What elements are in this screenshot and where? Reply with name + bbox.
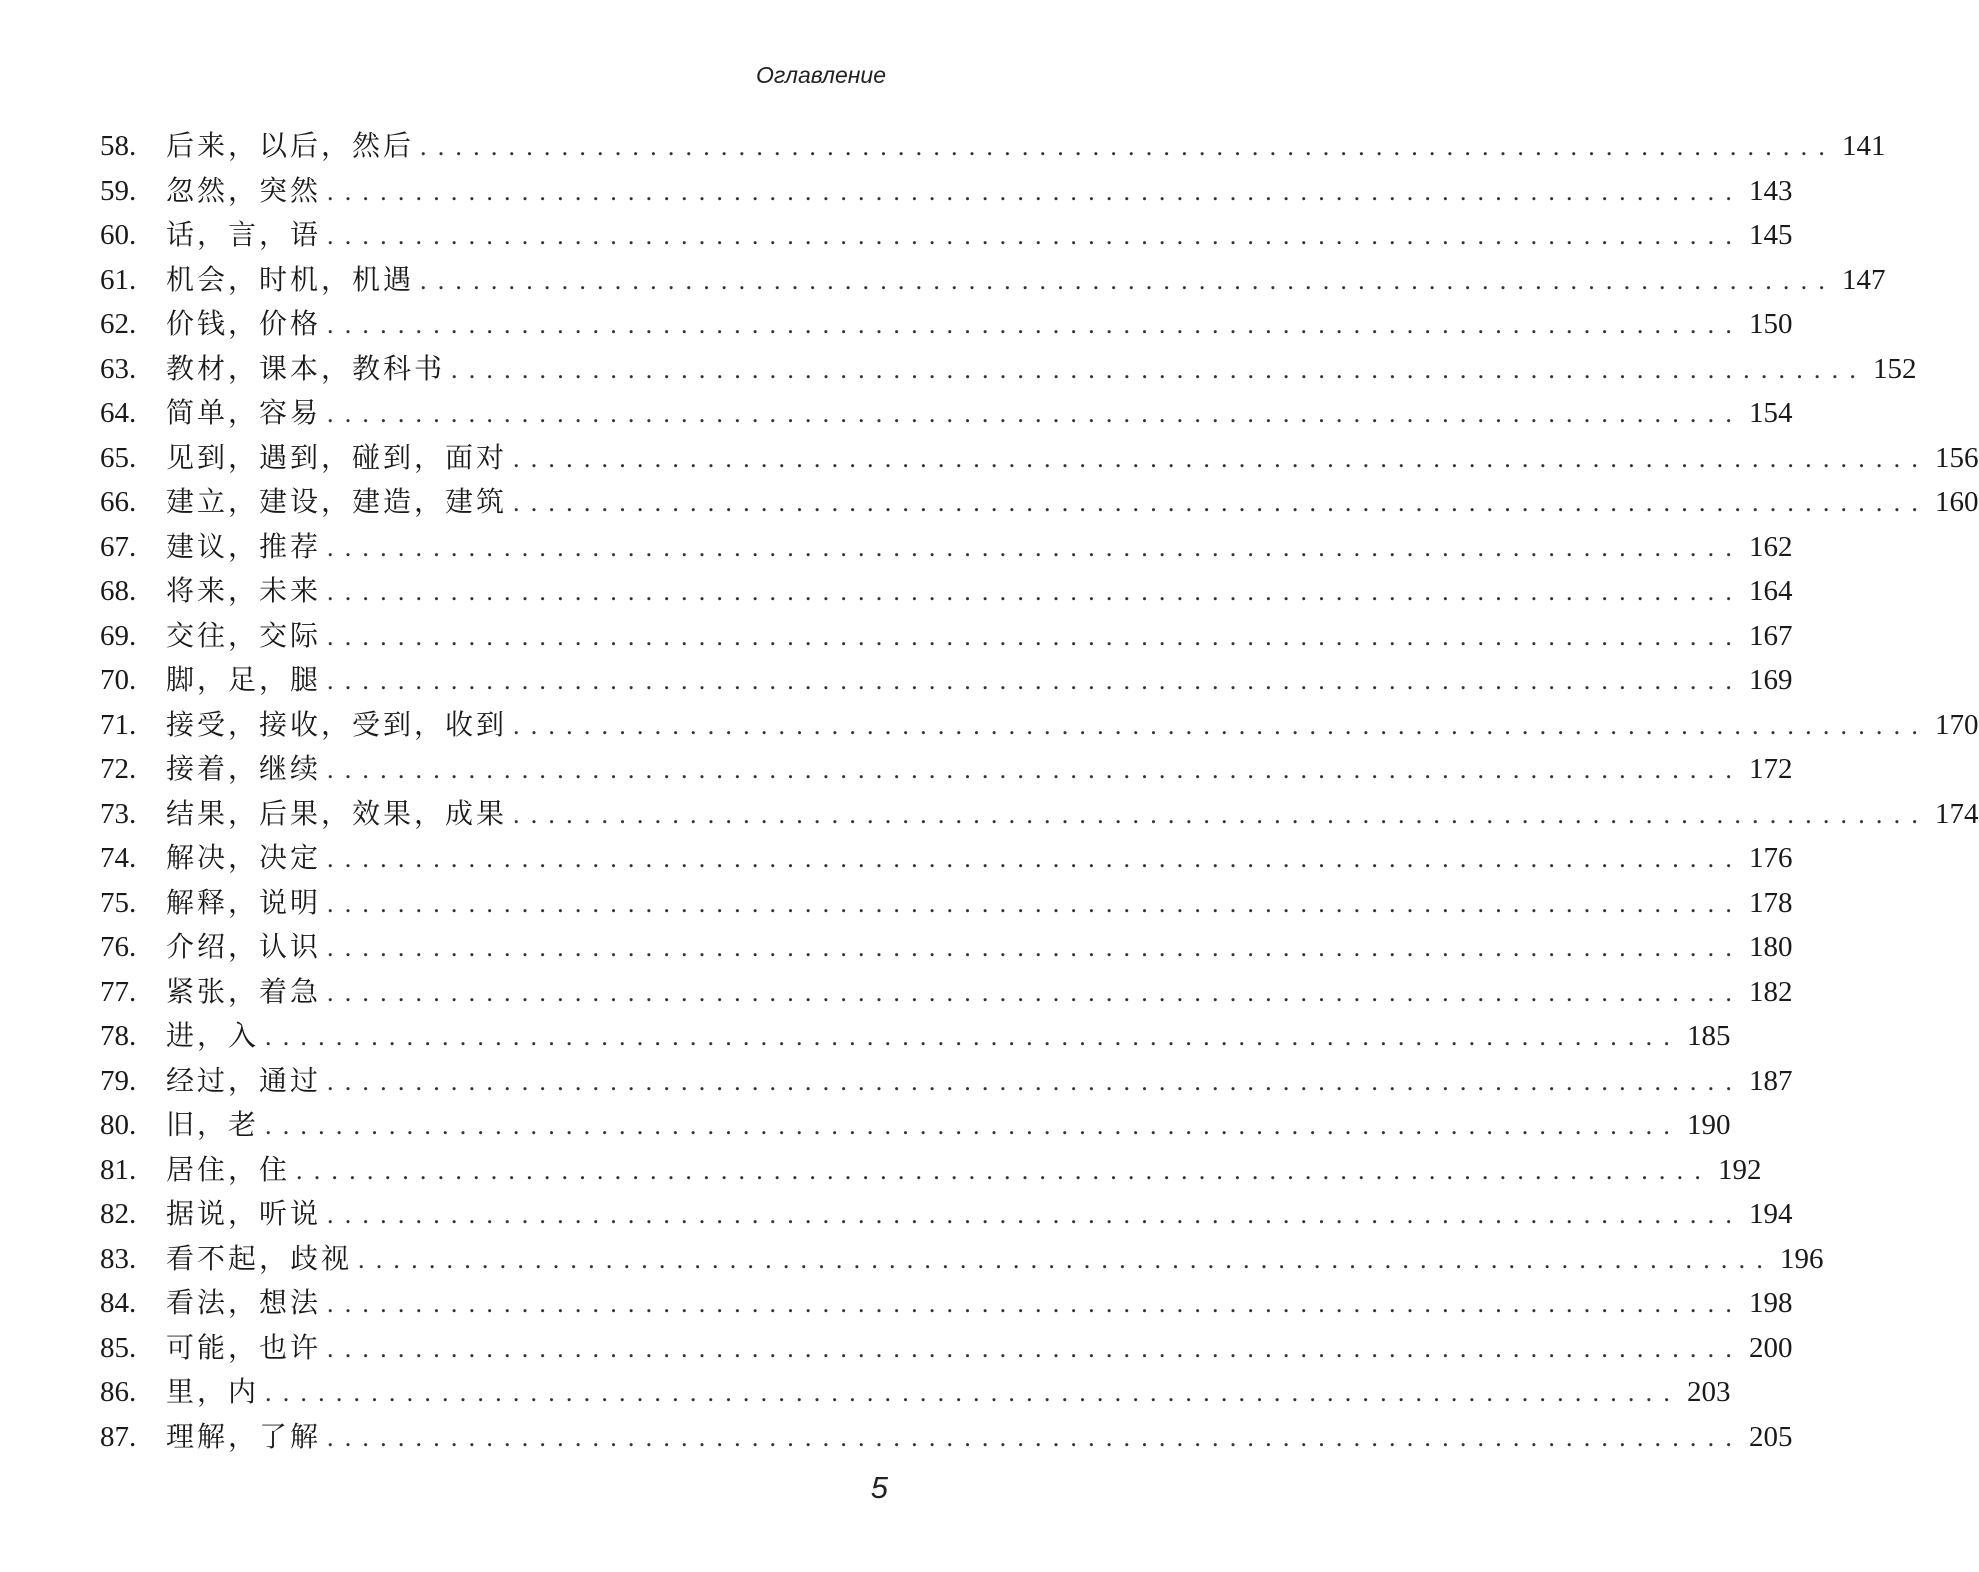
entry-title: 里，内 xyxy=(166,1375,260,1408)
toc-entry xyxy=(100,124,1886,169)
dot-leader: ................................................................................ xyxy=(513,488,1930,517)
entry-title: 建议，推荐 xyxy=(166,529,322,563)
entry-page: 150 xyxy=(1749,308,1793,340)
entry-title: 进，入 xyxy=(166,1019,260,1052)
entry-number: 82. xyxy=(100,1198,137,1230)
entry-page: 190 xyxy=(1687,1109,1731,1141)
entry-number: 75. xyxy=(100,886,137,919)
dot-leader: ................................................................................ xyxy=(327,1422,1744,1452)
toc-entry xyxy=(100,169,1793,214)
entry-title: 解决，决定 xyxy=(166,841,322,874)
entry-page: 176 xyxy=(1749,842,1793,874)
dot-leader: ................................................................................ xyxy=(327,1066,1744,1096)
entry-number: 81. xyxy=(100,1153,137,1186)
entry-page: 167 xyxy=(1749,619,1793,652)
dot-leader: ................................................................................ xyxy=(265,1022,1682,1051)
entry-number: 61. xyxy=(100,263,137,296)
toc-entry xyxy=(100,525,1793,570)
toc-entry xyxy=(100,658,1793,703)
dot-leader: ................................................................................ xyxy=(327,1200,1744,1229)
dot-leader: ................................................................................ xyxy=(296,1155,1713,1185)
dot-leader: ................................................................................ xyxy=(327,1333,1744,1363)
toc-entry xyxy=(100,258,1886,303)
entry-page: 154 xyxy=(1749,397,1793,429)
entry-page: 145 xyxy=(1749,219,1793,251)
toc-entry xyxy=(100,881,1793,926)
entry-page: 170 xyxy=(1935,708,1979,741)
entry-title: 建立，建设，建造，建筑 xyxy=(166,485,508,518)
entry-title: 价钱，价格 xyxy=(166,307,322,340)
toc-entry xyxy=(100,1281,1793,1326)
entry-page: 180 xyxy=(1749,931,1793,963)
toc-entry xyxy=(100,1059,1793,1104)
toc-entry xyxy=(100,792,1979,837)
entry-number: 68. xyxy=(100,575,137,607)
entry-number: 79. xyxy=(100,1064,137,1097)
entry-number: 74. xyxy=(100,842,137,874)
entry-number: 73. xyxy=(100,797,137,830)
entry-title: 脚，足，腿 xyxy=(166,663,322,696)
dot-leader: ................................................................................ xyxy=(327,666,1744,695)
dot-leader: ................................................................................ xyxy=(327,310,1744,339)
entry-page: 141 xyxy=(1842,130,1886,162)
dot-leader: ................................................................................ xyxy=(327,221,1744,250)
dot-leader: ................................................................................ xyxy=(327,621,1744,651)
entry-title: 机会，时机，机遇 xyxy=(166,262,415,296)
toc-entry xyxy=(100,1370,1731,1415)
entry-title: 简单，容易 xyxy=(166,396,322,429)
entry-page: 172 xyxy=(1749,753,1793,785)
entry-number: 72. xyxy=(100,753,137,785)
dot-leader: ................................................................................ xyxy=(451,354,1868,384)
toc-entry xyxy=(100,391,1793,436)
toc-entry xyxy=(100,614,1793,659)
entry-title: 话，言，语 xyxy=(166,218,322,251)
entry-title: 将来，未来 xyxy=(166,574,322,607)
entry-page: 194 xyxy=(1749,1198,1793,1230)
entry-title: 紧张，着急 xyxy=(166,974,322,1008)
entry-page: 162 xyxy=(1749,530,1793,563)
entry-title: 见到，遇到，碰到，面对 xyxy=(166,440,508,474)
toc-entry xyxy=(100,1103,1731,1148)
table-of-contents xyxy=(100,124,1979,1459)
entry-page: 203 xyxy=(1687,1376,1731,1408)
dot-leader: ................................................................................ xyxy=(513,443,1930,473)
dot-leader: ................................................................................ xyxy=(327,755,1744,784)
entry-page: 152 xyxy=(1873,352,1917,385)
entry-title: 教材，课本，教科书 xyxy=(166,351,446,385)
entry-title: 解释，说明 xyxy=(166,885,322,919)
dot-leader: ................................................................................ xyxy=(420,132,1837,161)
entry-page: 198 xyxy=(1749,1287,1793,1319)
entry-number: 64. xyxy=(100,397,137,429)
entry-page: 192 xyxy=(1718,1153,1762,1186)
toc-entry xyxy=(100,1014,1731,1059)
entry-page: 164 xyxy=(1749,575,1793,607)
entry-page: 182 xyxy=(1749,975,1793,1008)
dot-leader: ................................................................................ xyxy=(327,977,1744,1007)
toc-entry xyxy=(100,836,1793,881)
toc-entry xyxy=(100,970,1793,1015)
entry-title: 看不起，歧视 xyxy=(166,1241,353,1275)
entry-title: 结果，后果，效果，成果 xyxy=(166,796,508,830)
entry-title: 忽然，突然 xyxy=(166,173,322,207)
dot-leader: ................................................................................ xyxy=(327,399,1744,428)
entry-page: 185 xyxy=(1687,1020,1731,1052)
entry-page: 160 xyxy=(1935,486,1979,518)
entry-number: 80. xyxy=(100,1109,137,1141)
entry-title: 后来，以后，然后 xyxy=(166,129,415,162)
entry-number: 62. xyxy=(100,308,137,340)
entry-number: 59. xyxy=(100,174,137,207)
entry-number: 71. xyxy=(100,708,137,741)
entry-title: 接受，接收，受到，收到 xyxy=(166,707,508,741)
entry-number: 60. xyxy=(100,219,137,251)
dot-leader: ................................................................................ xyxy=(420,265,1837,295)
entry-number: 67. xyxy=(100,530,137,563)
toc-entry xyxy=(100,302,1793,347)
entry-title: 据说，听说 xyxy=(166,1197,322,1230)
entry-number: 78. xyxy=(100,1020,137,1052)
dot-leader: ................................................................................ xyxy=(327,933,1744,962)
entry-page: 156 xyxy=(1935,441,1979,474)
entry-title: 可能，也许 xyxy=(166,1330,322,1364)
entry-title: 经过，通过 xyxy=(166,1063,322,1097)
toc-entry xyxy=(100,1237,1824,1282)
dot-leader: ................................................................................ xyxy=(327,888,1744,918)
toc-entry xyxy=(100,1148,1762,1193)
entry-title: 交往，交际 xyxy=(166,618,322,652)
entry-number: 87. xyxy=(100,1420,137,1453)
toc-entry xyxy=(100,569,1793,614)
dot-leader: ................................................................................ xyxy=(513,799,1930,829)
toc-entry xyxy=(100,213,1793,258)
toc-entry xyxy=(100,480,1979,525)
dot-leader: ................................................................................ xyxy=(358,1244,1775,1274)
entry-page: 205 xyxy=(1749,1420,1793,1453)
entry-number: 58. xyxy=(100,130,137,162)
toc-entry xyxy=(100,1192,1793,1237)
entry-number: 76. xyxy=(100,931,137,963)
entry-page: 196 xyxy=(1780,1242,1824,1275)
entry-title: 旧，老 xyxy=(166,1108,260,1141)
entry-title: 理解，了解 xyxy=(166,1419,322,1453)
entry-page: 174 xyxy=(1935,797,1979,830)
entry-number: 86. xyxy=(100,1376,137,1408)
entry-number: 69. xyxy=(100,619,137,652)
entry-number: 66. xyxy=(100,486,137,518)
entry-title: 看法，想法 xyxy=(166,1286,322,1319)
dot-leader: ................................................................................ xyxy=(265,1378,1682,1407)
toc-entry xyxy=(100,436,1979,481)
toc-entry xyxy=(100,747,1793,792)
entry-page: 178 xyxy=(1749,886,1793,919)
entry-title: 介绍，认识 xyxy=(166,930,322,963)
entry-page: 147 xyxy=(1842,263,1886,296)
entry-title: 居住，住 xyxy=(166,1152,291,1186)
toc-entry xyxy=(100,925,1793,970)
entry-number: 65. xyxy=(100,441,137,474)
dot-leader: ................................................................................ xyxy=(327,532,1744,562)
page-number: 5 xyxy=(870,1470,888,1505)
toc-entry xyxy=(100,347,1917,392)
entry-number: 63. xyxy=(100,352,137,385)
entry-page: 169 xyxy=(1749,664,1793,696)
entry-page: 187 xyxy=(1749,1064,1793,1097)
entry-number: 85. xyxy=(100,1331,137,1364)
entry-number: 84. xyxy=(100,1287,137,1319)
entry-number: 77. xyxy=(100,975,137,1008)
dot-leader: ................................................................................ xyxy=(327,176,1744,206)
toc-entry xyxy=(100,703,1979,748)
running-head: Оглавление xyxy=(756,62,886,88)
entry-page: 143 xyxy=(1749,174,1793,207)
dot-leader: ................................................................................ xyxy=(327,577,1744,606)
dot-leader: ................................................................................ xyxy=(513,710,1930,740)
entry-page: 200 xyxy=(1749,1331,1793,1364)
toc-entry xyxy=(100,1326,1793,1371)
dot-leader: ................................................................................ xyxy=(265,1111,1682,1140)
toc-entry xyxy=(100,1415,1793,1460)
dot-leader: ................................................................................ xyxy=(327,1289,1744,1318)
dot-leader: ................................................................................ xyxy=(327,844,1744,873)
entry-number: 70. xyxy=(100,664,137,696)
entry-title: 接着，继续 xyxy=(166,752,322,785)
entry-number: 83. xyxy=(100,1242,137,1275)
